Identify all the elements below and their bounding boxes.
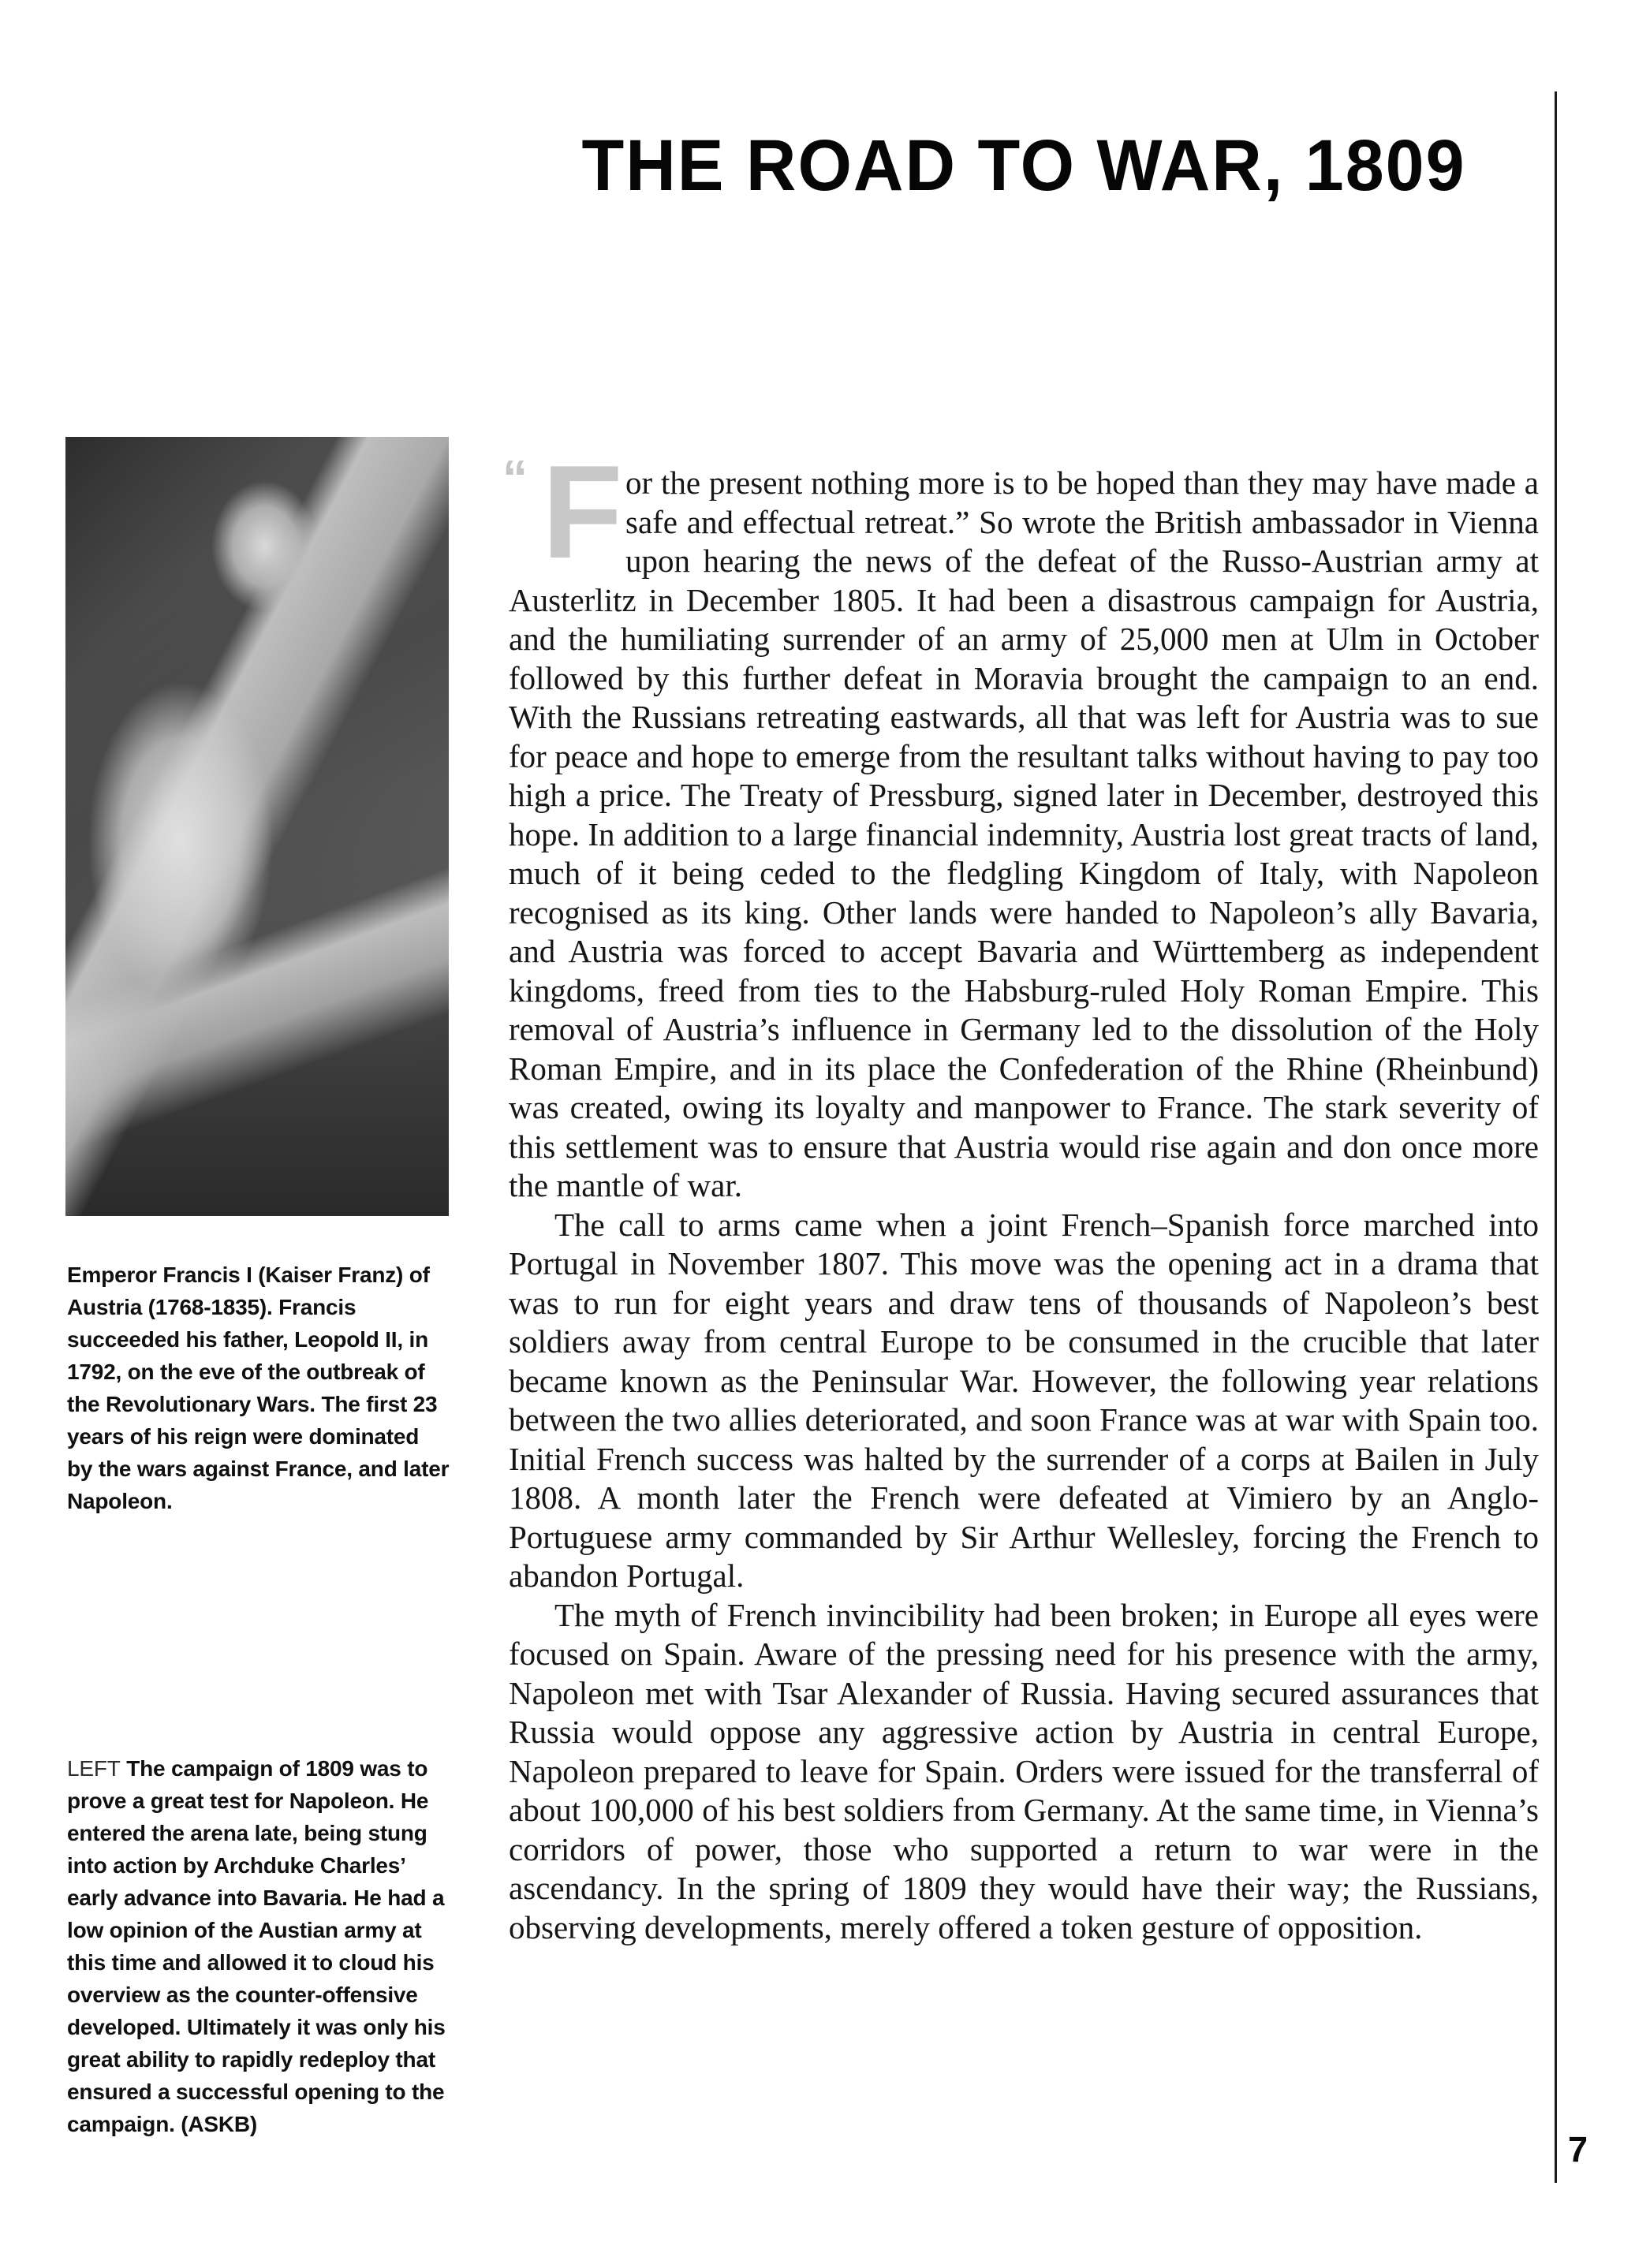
page-title: THE ROAD TO WAR, 1809 [581,124,1466,206]
page-number: 7 [1568,2129,1588,2169]
caption-text: The campaign of 1809 was to prove a great test for Napoleon. He entered the arena late, being stung into action by Archduke Charles’ early advance into Bavaria. He had a low opinion of the Austian army at this time and allowed it to cloud his overview as the counter-offensive developed. Ultimately it was only his great ability to rapidly redeploy that ensured a successful opening to the campaign. (ASKB) [67,1756,446,2136]
right-vertical-rule [1555,91,1557,2183]
body-paragraph-3: The myth of French invincibility had been broken; in Europe all eyes were focused on Spain. Aware of the pressing need for his presence with the army, Napoleon met with Tsar Alexander of Russia. Having secured assurances that Russia would oppose any aggressive action by Austria in central Europe, Napoleon prepared to leave for Spain. Orders were issued for the transferral of about 100,000 of his best soldiers from Germany. At the same time, in Vienna’s corridors of power, those who supported a return to war were in the ascendancy. In the spring of 1809 they would have their way; the Russians, observing developments, merely offered a token gesture of opposition. [509,1596,1539,1945]
caption-position-label: LEFT [67,1756,121,1781]
left-photo-caption [67,1752,450,2140]
portrait-image [65,437,449,1216]
drop-cap: F [542,438,623,586]
body-paragraph-2: The call to arms came when a joint French–Spanish force marched into Portugal in November 1807. This move was the opening act in a drama that was to run for eight years and draw tens of thousands of Napoleon’s best soldiers away from central Europe to be consumed in the crucible that later became known as the Peninsular War. However, the following year relations between the two allies deteriorated, and soon France was at war with Spain too. Initial French success was halted by the surrender of a corps at Bailen in July 1808. A month later the French were defeated at Vimiero by an Anglo-Portuguese army commanded by Sir Arthur Wellesley, forcing the French to abandon Portugal. [509,1206,1539,1594]
portrait-caption: Emperor Francis I (Kaiser Franz) of Austria (1768-1835). Francis succeeded his father, Leopold II, in 1792, on the eve of the outbreak of the Revolutionary Wars. The first 23 years of his reign were dominated by the wars against France, and later Napoleon. [67,1263,450,1513]
paragraph-text: or the present nothing more is to be hoped than they may have made a safe and effectual retreat.” So wrote the British ambassador in Vienna upon hearing the news of the defeat of the Russo-Austrian army at Austerlitz in December 1805. It had been a disastrous campaign for Austria, and the humiliating surrender of an army of 25,000 men at Ulm in October followed by this further defeat in Moravia brought the campaign to an end. With the Russians retreating eastwards, all that was left for Austria was to sue for peace and hope to emerge from the resultant talks without having to pay too high a price. The Treaty of Pressburg, signed later in December, destroyed this hope. In addition to a large financial indemnity, Austria lost great tracts of land, much of it being ceded to the fledgling Kingdom of Italy, with Napoleon recognised as its king. Other lands were handed to Napoleon’s ally Bavaria, and Austria was forced to accept Bavaria and Württemberg as independent kingdoms, freed from ties to the Habsburg-ruled Holy Roman Empire. This removal of Austria’s influence in Germany led to the dissolution of the Holy Roman Empire, and in its place the Confederation of the Rhine (Rheinbund) was created, owing its loyalty and manpower to France. The stark severity of this settlement was to ensure that Austria would rise again and don once more the mantle of war. [509,464,1539,1203]
body-text-column [502,438,1539,1947]
opening-quote-mark: “ [502,449,528,506]
body-paragraph-1 [502,438,1539,1206]
